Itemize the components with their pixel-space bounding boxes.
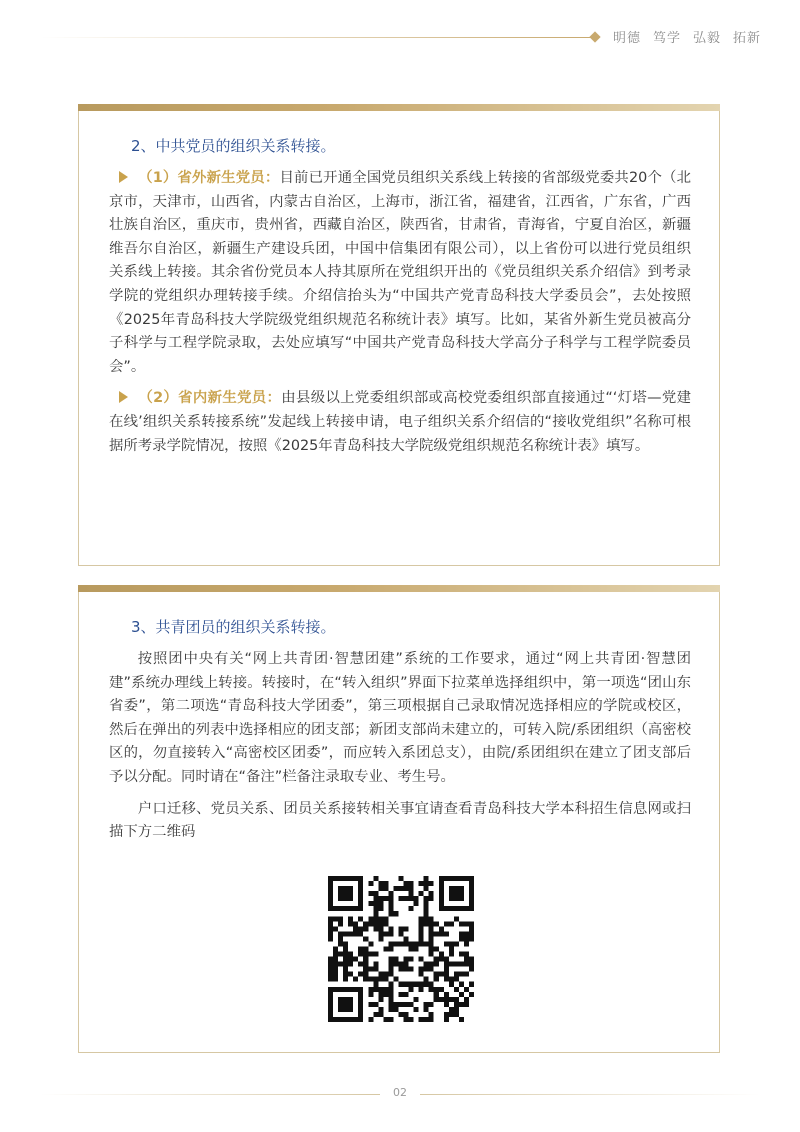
motto-word: 明德 <box>613 31 642 46</box>
footer-divider-left <box>40 1094 380 1095</box>
item-title: （2）省内新生党员： <box>138 390 282 407</box>
party-transfer-section <box>78 104 720 566</box>
triangle-bullet-icon <box>119 391 128 403</box>
item-in-province <box>109 387 691 458</box>
contact-paragraph: 户口迁移、党员关系、团员关系接转相关事宜请查看青岛科技大学本科招生信息网或扫描下方二维码 <box>109 800 691 841</box>
item-out-of-province <box>109 167 691 379</box>
league-paragraph: 按照团中央有关“网上共青团·智慧团建”系统的工作要求，通过“网上共青团·智慧团建”系统办理线上转接。转接时，在“转入组织”界面下拉菜单选择组织中，第一项选“团山东省委”，第二项选“青岛科技大学团委”，第三项根据自己录取情况选择相应的学院或校区，然后在弹出的列表中选择相应的团支部；新团支部尚未建立的，可转入院/系团组织（高密校区的，勿直接转入“高密校区团委”，而应转入系团总支），由院/系团组织在建立了团支部后予以分配。同时请在“备注”栏备注录取专业、考生号。 <box>109 651 691 785</box>
item-text: 由县级以上党委组织部或高校党委组织部直接通过“‘灯塔—党建在线’组织关系转接系统”发起线上转接申请，电子组织关系介绍信的“接收党组织”名称可根据所考录学院情况，按照《2025年青岛科技大学院级党组织规范名称统计表》填写。 <box>109 390 691 454</box>
triangle-bullet-icon <box>119 171 128 183</box>
item-title: （1）省外新生党员： <box>138 170 280 186</box>
page-number: 02 <box>393 1086 407 1099</box>
motto-word: 笃学 <box>653 31 682 46</box>
motto-word: 拓新 <box>733 31 762 46</box>
section-heading: 2、中共党员的组织关系转接。 <box>131 137 336 155</box>
header-divider <box>40 37 595 38</box>
motto-word: 弘毅 <box>693 31 722 46</box>
qr-code[interactable] <box>328 876 474 1022</box>
header-diamond-ornament <box>589 31 600 42</box>
footer-divider-right <box>420 1094 760 1095</box>
section-heading: 3、共青团员的组织关系转接。 <box>131 618 336 636</box>
item-text: 目前已开通全国党员组织关系线上转接的省部级党委共20个（北京市，天津市，山西省，内蒙古自治区，上海市，浙江省，福建省，江西省，广东省，广西壮族自治区，重庆市，贵州省，西藏自治区，陕西省，甘肃省，青海省，宁夏自治区，新疆维吾尔自治区，新疆生产建设兵团，中国中信集团有限公司），以上省份可以进行党员组织关系线上转接。其余省份党员本人持其原所在党组织开出的《党员组织关系介绍信》到考录学院的党组织办理转接手续。介绍信抬头为“中国共产党青岛科技大学委员会”，去处按照《2025年青岛科技大学院级党组织规范名称统计表》填写。比如，某省外新生党员被高分子科学与工程学院录取，去处应填写“中国共产党青岛科技大学高分子科学与工程学院委员会”。 <box>109 170 691 375</box>
header-motto <box>613 27 773 46</box>
